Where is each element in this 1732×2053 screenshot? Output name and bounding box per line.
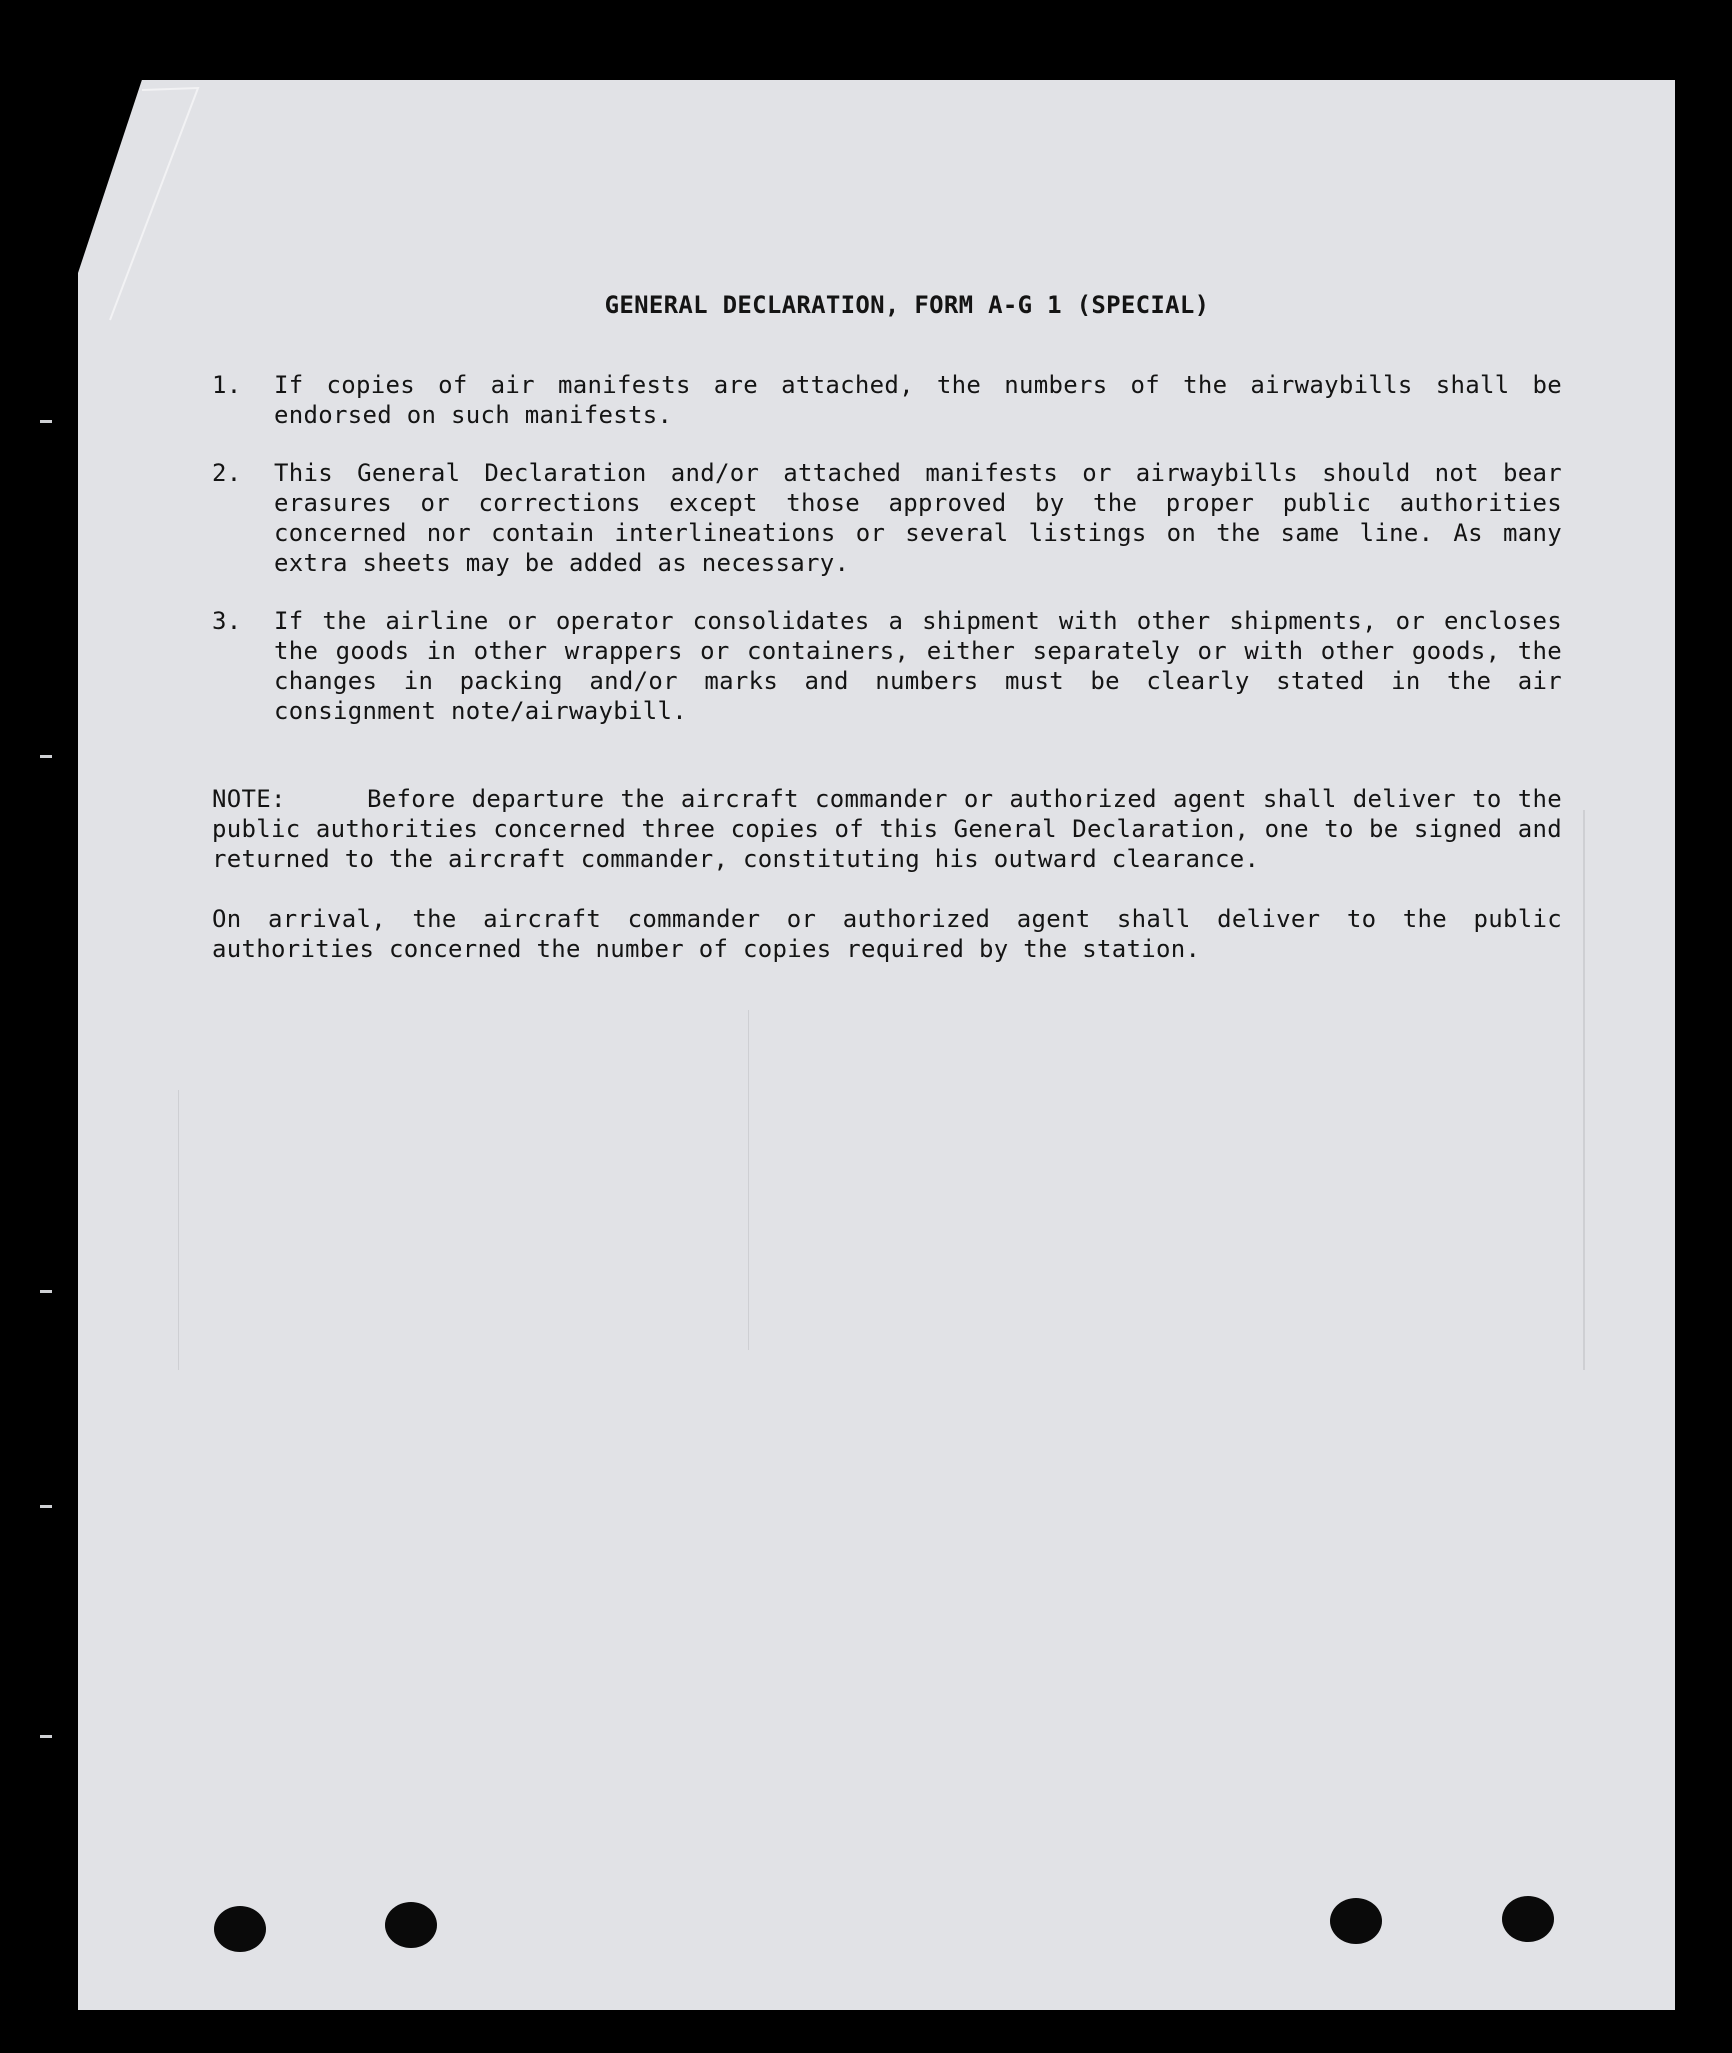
note-label: NOTE: bbox=[212, 785, 286, 813]
item-number: 2. bbox=[212, 459, 242, 487]
margin-mark bbox=[40, 755, 52, 758]
item-text: If copies of air manifests are attached, the numbers of the airwaybills shall be endorsed on such manifests. bbox=[274, 371, 1562, 429]
punch-hole bbox=[1502, 1896, 1554, 1942]
note-text: Before departure the aircraft commander or authorized agent shall deliver to the public authorities concerned three copies of this General Declaration, one to be signed and returned to the aircraft commander, constituting his outward clearance. bbox=[212, 785, 1562, 873]
list-item bbox=[212, 606, 1562, 726]
item-text: If the airline or operator consolidates a shipment with other shipments, or encloses the goods in other wrappers or containers, either separately or with other goods, the changes in packing and/or marks and numbers must be clearly stated in the air consignment note/airwaybill. bbox=[274, 607, 1562, 725]
item-number: 1. bbox=[212, 371, 242, 399]
margin-mark bbox=[40, 420, 52, 423]
punch-hole bbox=[385, 1902, 437, 1948]
margin-mark bbox=[40, 1735, 52, 1738]
bleed-through-line bbox=[748, 1010, 749, 1350]
margin-mark bbox=[40, 1505, 52, 1508]
item-text: This General Declaration and/or attached manifests or airwaybills should not bear erasures or corrections except those approved by the proper public authorities concerned nor contain interlineations or several listings on the same line. As many extra sheets may be added as necessary. bbox=[274, 459, 1562, 577]
margin-mark bbox=[40, 1290, 52, 1293]
item-number: 3. bbox=[212, 607, 242, 635]
list-item bbox=[212, 370, 1562, 430]
punch-hole bbox=[1330, 1898, 1382, 1944]
arrival-paragraph: On arrival, the aircraft commander or authorized agent shall deliver to the public authorities concerned the number of copies required by the station. bbox=[212, 905, 1562, 963]
note-paragraph bbox=[212, 784, 1562, 874]
bleed-through-line bbox=[1583, 810, 1585, 1370]
document-body bbox=[212, 290, 1562, 964]
punch-hole bbox=[214, 1906, 266, 1952]
bleed-through-line bbox=[178, 1090, 179, 1370]
document-title: GENERAL DECLARATION, FORM A-G 1 (SPECIAL) bbox=[604, 291, 1210, 319]
list-item bbox=[212, 458, 1562, 578]
